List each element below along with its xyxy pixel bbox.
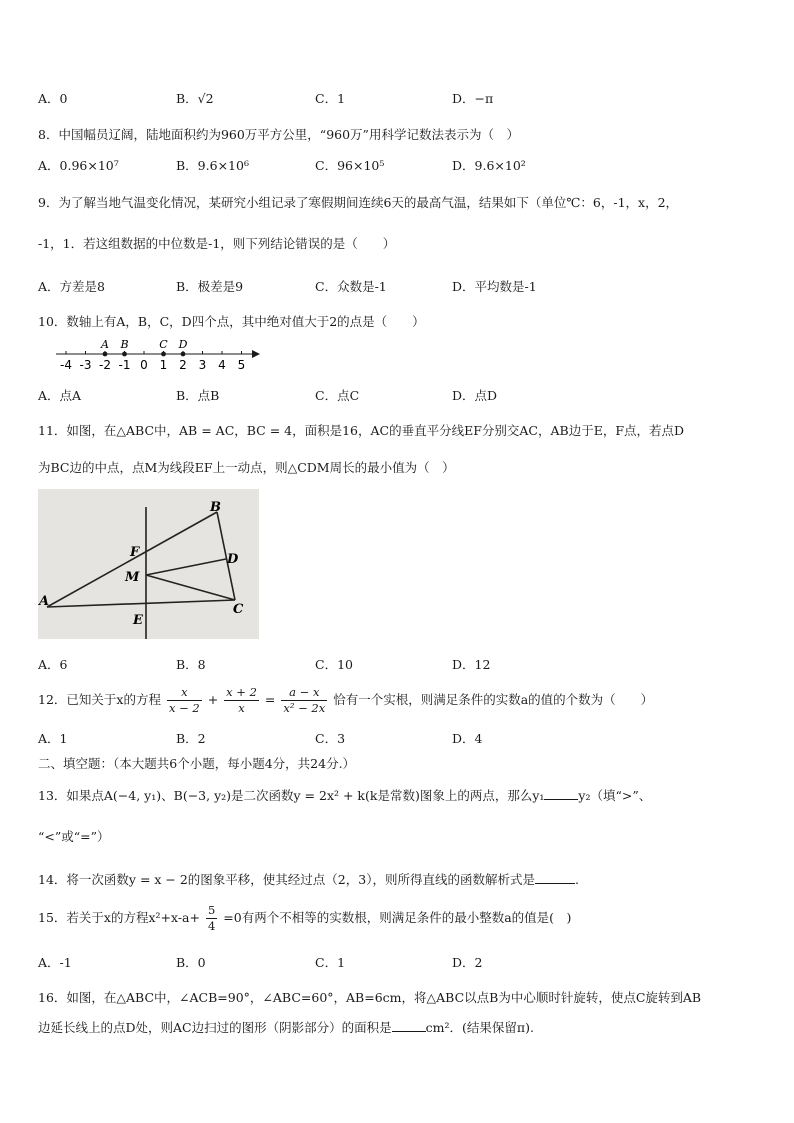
number-line-tick-label: -3: [79, 358, 92, 372]
q12-prefix: 12．已知关于x的方程: [38, 692, 161, 707]
q9-stem-line2: -1，1．若这组数据的中位数是-1，则下列结论错误的是（ ）: [38, 236, 396, 251]
number-line-point-c: [161, 352, 166, 357]
number-line-tick-label: -2: [99, 358, 111, 372]
q15-option-b: B．0: [176, 955, 206, 970]
label-a: A: [39, 594, 50, 609]
q11-options: [38, 655, 778, 675]
q15-frac-den: 4: [207, 919, 216, 933]
number-line-point-a: [103, 352, 108, 357]
label-f: F: [130, 545, 140, 560]
number-line-point-label: B: [120, 338, 129, 351]
q11-option-d: D．12: [452, 657, 491, 672]
q15-suffix: =0有两个不相等的实数根，则满足条件的最小整数a的值是( ): [223, 910, 572, 925]
q12-option-a: A．1: [38, 731, 68, 746]
q10-stem: 10．数轴上有A，B，C，D四个点，其中绝对值大于2的点是（ ）: [38, 314, 425, 329]
q9-options: [38, 277, 778, 297]
q7-option-b: B．√2: [176, 91, 214, 106]
q10-option-d: D．点D: [452, 388, 498, 403]
q14-stem: [38, 870, 579, 888]
q15-frac-num: 5: [207, 903, 216, 917]
q15-option-a: A．-1: [38, 955, 72, 970]
q9-option-d: D．平均数是-1: [452, 279, 537, 294]
q12-plus: +: [207, 692, 219, 707]
q12-option-b: B．2: [176, 731, 206, 746]
q12-equals: =: [264, 692, 276, 707]
q16-text-b: cm²．(结果保留π).: [425, 1020, 534, 1035]
q15-options: [38, 953, 778, 973]
q12-suffix: 恰有一个实根，则满足条件的实数a的值的个数为（ ）: [333, 692, 654, 707]
q11-option-c: C．10: [315, 657, 353, 672]
q13-text-a: 13．如果点A(−4, y₁)、B(−3, y₂)是二次函数y = 2x² + k(k是常数)图象上的两点，那么y₁: [38, 788, 545, 803]
number-line-point-b: [122, 352, 127, 357]
q14-text-a: 14．将一次函数y = x − 2的图象平移，使其经过点（2，3），则所得直线的函数解析式是: [38, 872, 535, 887]
q9-option-b: B．极差是9: [176, 279, 244, 294]
q15-option-c: C．1: [315, 955, 346, 970]
label-d: D: [227, 552, 239, 567]
q12-fraction-1: [167, 685, 202, 716]
q12-fraction-2: [224, 685, 259, 716]
q12-fraction-3: [281, 685, 327, 716]
number-line-tick-label: 2: [179, 358, 187, 372]
q11-stem-line2: 为BC边的中点，点M为线段EF上一动点，则△CDM周长的最小值为（ ）: [38, 460, 455, 475]
number-line-tick-label: 5: [237, 358, 246, 372]
section-2-heading: 二、填空题：（本大题共6个小题，每小题4分，共24分.）: [38, 756, 356, 771]
q12-stem: [38, 682, 653, 718]
q7-option-d: D．−π: [452, 91, 494, 106]
q10-options: [38, 386, 778, 406]
q12-frac1-den: x − 2: [168, 701, 200, 715]
q12-frac1-num: x: [167, 685, 202, 701]
q7-option-a: A．0: [38, 91, 68, 106]
q13-stem-line2: “<”或“=”）: [38, 829, 110, 844]
q13-text-b: y₂（填“>”、: [578, 788, 652, 803]
number-line-point-label: D: [178, 338, 188, 351]
q12-option-d: D．4: [452, 731, 483, 746]
q9-option-c: C．众数是-1: [315, 279, 387, 294]
q14-text-b: .: [574, 872, 579, 887]
number-line-point-d: [181, 352, 186, 357]
q10-option-b: B．点B: [176, 388, 220, 403]
triangle-figure: [38, 489, 259, 639]
q7-options: [38, 89, 778, 109]
q10-option-a: A．点A: [38, 388, 82, 403]
q14-answer-blank: [535, 871, 575, 884]
q8-stem: 8．中国幅员辽阔，陆地面积约为960万平方公里，“960万”用科学记数法表示为（ ）: [38, 127, 519, 142]
q16-stem-line2: [38, 1018, 534, 1036]
q11-stem-line1: 11．如图，在△ABC中，AB = AC，BC = 4，面积是16，AC的垂直平分线EF分别交AC，AB边于E，F点，若点D: [38, 423, 685, 438]
q13-stem-line1: [38, 786, 651, 804]
number-line-point-label: C: [159, 338, 168, 351]
number-line-tick-label: -1: [118, 358, 131, 372]
label-e: E: [133, 613, 143, 628]
q16-stem-line1: 16．如图，在△ABC中，∠ACB=90°，∠ABC=60°，AB=6cm，将△ABC以点B为中心顺时针旋转，使点C旋转到AB: [38, 990, 702, 1005]
q16-text-a: 边延长线上的点D处，则AC边扫过的图形（阴影部分）的面积是: [38, 1020, 392, 1035]
q11-option-a: A．6: [38, 657, 68, 672]
q15-stem: [38, 900, 571, 936]
q9-option-a: A．方差是8: [38, 279, 105, 294]
q15-option-d: D．2: [452, 955, 483, 970]
number-line-tick-label: 3: [198, 358, 207, 372]
q10-option-c: C．点C: [315, 388, 360, 403]
number-line-arrow-icon: [252, 350, 260, 358]
q15-fraction: [206, 903, 217, 934]
q12-options: [38, 729, 778, 749]
q8-option-a: A．0.96×10⁷: [38, 158, 119, 173]
q12-frac2-num: x + 2: [226, 685, 257, 699]
q15-prefix: 15．若关于x的方程x²+x-a+: [38, 910, 200, 925]
q12-frac3-den: x² − 2x: [283, 701, 326, 715]
number-line-tick-label: 0: [140, 358, 148, 372]
q8-option-c: C．96×10⁵: [315, 158, 385, 173]
q8-options: [38, 156, 778, 176]
number-line-point-label: A: [101, 338, 109, 351]
number-line-tick-label: -4: [60, 358, 72, 372]
q16-answer-blank: [392, 1019, 426, 1032]
q11-option-b: B．8: [176, 657, 206, 672]
q12-frac3-num: a − x: [281, 685, 327, 701]
q8-option-b: B．9.6×10⁶: [176, 158, 249, 173]
q12-frac2-den: x: [238, 701, 245, 715]
q13-answer-blank: [544, 787, 578, 800]
number-line-tick-label: 4: [218, 358, 226, 372]
q9-stem-line1: 9．为了解当地气温变化情况，某研究小组记录了寒假期间连续6天的最高气温，结果如下（单位℃：6，-1，x，2，: [38, 195, 679, 210]
label-b: B: [210, 500, 221, 515]
number-line-figure: [54, 336, 264, 374]
label-c: C: [233, 602, 244, 617]
q12-option-c: C．3: [315, 731, 346, 746]
q8-option-d: D．9.6×10²: [452, 158, 526, 173]
label-m: M: [125, 570, 140, 585]
q7-option-c: C．1: [315, 91, 346, 106]
number-line-tick-label: 1: [159, 358, 168, 372]
